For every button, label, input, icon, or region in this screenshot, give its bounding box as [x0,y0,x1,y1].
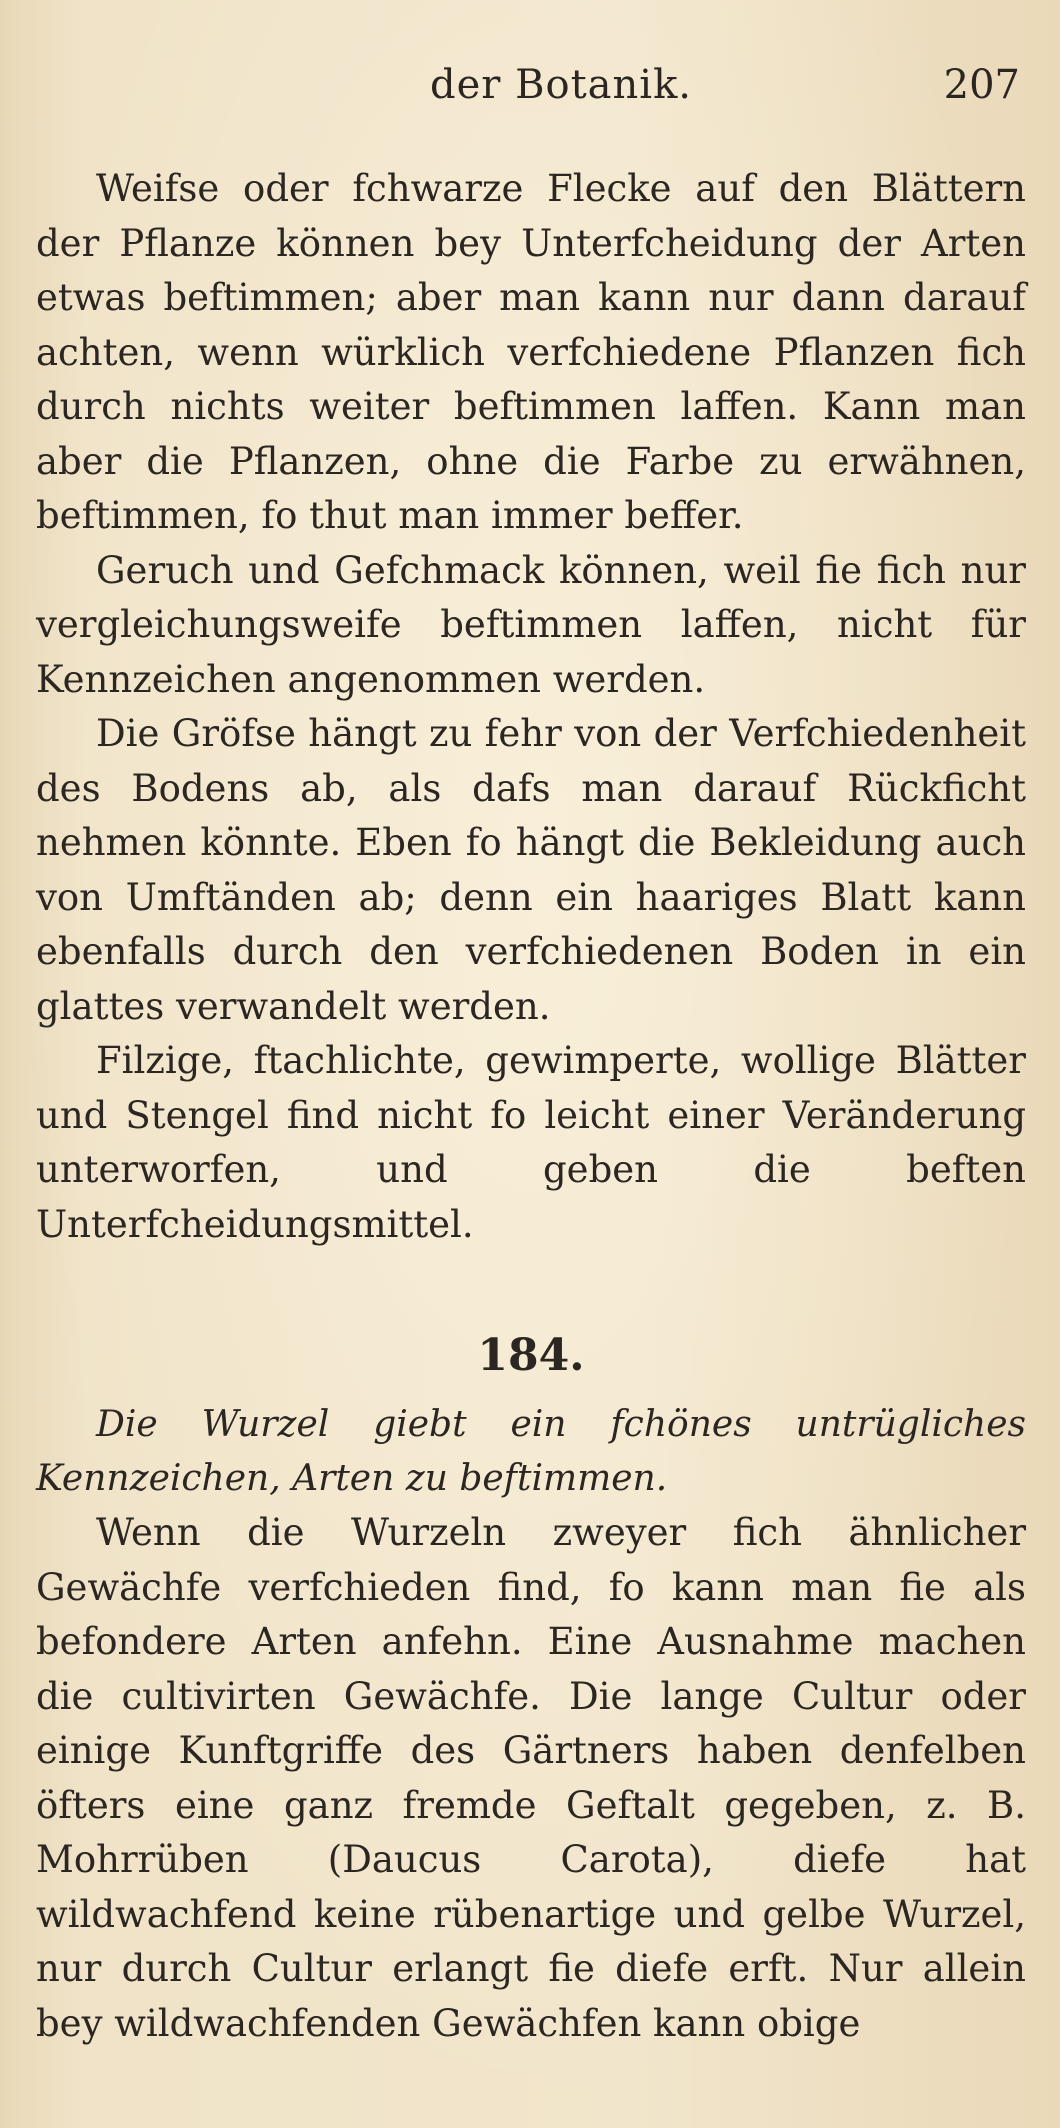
paragraph-smell-taste: Geruch und Gefchmack können, weil fie fich nur vergleichungsweife beftimmen laffen, nicht für Kennzeichen angenommen werden. [36,548,1026,701]
page-number: 207 [943,62,1020,108]
page-header [40,62,1020,122]
page-body [36,162,1026,2051]
paragraph-hairy-leaves: Filzige, ftachlichte, gewimperte, wollige Blätter und Stengel find nicht fo leicht einer Veränderung unterworfen, und geben die beften Unterfcheidungsmittel. [36,1039,1026,1246]
paragraph-leaf-spots: Weifse oder fchwarze Flecke auf den Blättern der Pflanze können bey Unterfcheidung der Arten etwas beftimmen; aber man kann nur dann darauf achten, wenn würklich verfchiedene Pflanzen fich durch nichts weiter beftimmen laffen. Kann man aber die Pflanzen, ohne die Farbe zu erwähnen, beftimmen, fo thut man immer beffer. [36,167,1026,537]
paragraph-roots: Wenn die Wurzeln zweyer fich ähnlicher Gewächfe verfchieden find, fo kann man fie als befondere Arten anfehn. Eine Ausnahme machen die cultivirten Gewächfe. Die lange Cultur oder einige Kunftgriffe des Gärtners haben denfelben öfters eine ganz fremde Geftalt gegeben, z. B. Mohrrüben (Daucus Carota), diefe hat wildwachfend keine rübenartige und gelbe Wurzel, nur durch Cultur erlangt fie diefe erft. Nur allein bey wildwachfenden Gewächfen kann obige [36,1511,1026,2045]
paragraph-size-covering: Die Gröfse hängt zu fehr von der Verfchiedenheit des Bodens ab, als dafs man darauf Rückficht nehmen könnte. Eben fo hängt die Bekleidung auch von Umftänden ab; denn ein haariges Blatt kann ebenfalls durch den verfchiedenen Boden in ein glattes verwandelt werden. [36,712,1026,1028]
section-number: 184. [477,1330,585,1381]
section-title: Die Wurzel giebt ein fchönes untrügliches Kennzeichen, Arten zu beftimmen. [36,1404,1026,1499]
running-head: der Botanik. [430,62,693,108]
